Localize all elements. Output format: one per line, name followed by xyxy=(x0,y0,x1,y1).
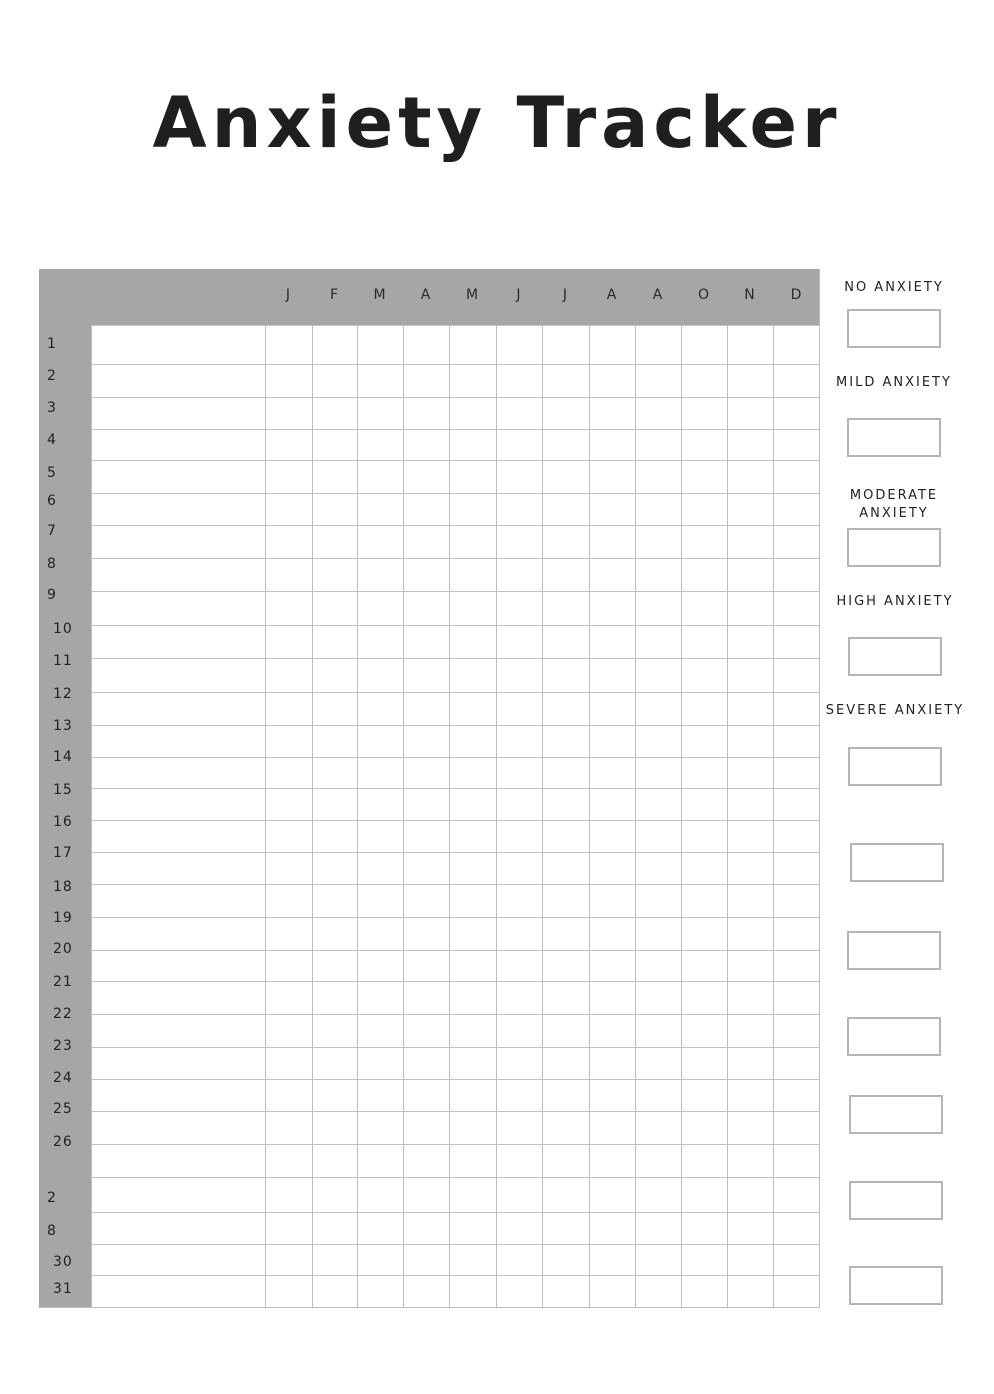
grid-row-line xyxy=(91,1275,820,1276)
tracker-grid xyxy=(39,269,820,1308)
month-header: A xyxy=(606,287,618,303)
day-label: 2 xyxy=(47,368,57,384)
month-header: D xyxy=(790,287,803,303)
grid-row-line xyxy=(91,1144,820,1145)
grid-row-line xyxy=(91,1079,820,1080)
day-label: 31 xyxy=(53,1281,73,1297)
grid-row-line xyxy=(91,917,820,918)
legend-color-box[interactable] xyxy=(848,637,942,676)
month-header: A xyxy=(652,287,664,303)
day-label: 19 xyxy=(53,910,73,926)
month-header: J xyxy=(285,287,292,303)
month-header: M xyxy=(373,287,387,303)
month-header: A xyxy=(420,287,432,303)
day-label: 6 xyxy=(47,493,57,509)
grid-row-line xyxy=(91,625,820,626)
grid-row-line xyxy=(91,429,820,430)
grid-column-line xyxy=(357,325,358,1308)
grid-row-line xyxy=(91,1244,820,1245)
day-label: 22 xyxy=(53,1006,73,1022)
day-label: 2 xyxy=(47,1190,57,1206)
month-header: N xyxy=(744,287,756,303)
page-title: Anxiety Tracker xyxy=(152,82,842,164)
month-header: J xyxy=(562,287,569,303)
grid-column-line xyxy=(542,325,543,1308)
grid-row-line xyxy=(91,525,820,526)
legend-label: MODERATE ANXIETY xyxy=(849,488,939,521)
legend-color-box[interactable] xyxy=(847,528,941,567)
day-label: 3 xyxy=(47,400,57,416)
day-label: 25 xyxy=(53,1101,73,1117)
legend-color-box[interactable] xyxy=(848,747,942,786)
grid-column-line xyxy=(496,325,497,1308)
day-label: 10 xyxy=(53,621,73,637)
month-header: O xyxy=(697,287,711,303)
grid-row-line xyxy=(91,1014,820,1015)
grid-row-line xyxy=(91,397,820,398)
grid-column-line xyxy=(265,325,266,1308)
day-label: 11 xyxy=(53,653,73,669)
day-label: 4 xyxy=(47,432,57,448)
legend-color-box[interactable] xyxy=(849,1095,943,1134)
grid-row-line xyxy=(91,788,820,789)
legend-label: SEVERE ANXIETY xyxy=(825,703,965,718)
grid-row-line xyxy=(91,950,820,951)
day-label: 24 xyxy=(53,1070,73,1086)
month-header: M xyxy=(465,287,480,303)
day-label: 17 xyxy=(53,845,73,861)
legend-color-box[interactable] xyxy=(849,1181,943,1220)
grid-column-line xyxy=(681,325,682,1308)
legend-label: NO ANXIETY xyxy=(844,280,944,295)
legend-color-box[interactable] xyxy=(847,1017,941,1056)
legend-color-box[interactable] xyxy=(847,931,941,970)
grid-row-line xyxy=(91,1047,820,1048)
grid-column-line xyxy=(635,325,636,1308)
day-label: 1 xyxy=(47,336,57,352)
grid-row-line xyxy=(91,325,820,326)
grid-row-line xyxy=(91,852,820,853)
grid-column-line xyxy=(91,325,92,1308)
grid-border-bottom xyxy=(39,1307,820,1308)
day-label: 14 xyxy=(53,749,73,765)
day-label: 23 xyxy=(53,1038,73,1054)
grid-row-line xyxy=(91,558,820,559)
grid-border-right xyxy=(819,269,820,1308)
legend-label: MILD ANXIETY xyxy=(836,375,952,390)
grid-row-line xyxy=(91,364,820,365)
legend-label: HIGH ANXIETY xyxy=(836,594,954,609)
grid-row-line xyxy=(91,1212,820,1213)
grid-column-line xyxy=(589,325,590,1308)
month-header: F xyxy=(329,287,340,303)
day-label: 13 xyxy=(53,718,73,734)
legend-color-box[interactable] xyxy=(849,1266,943,1305)
grid-row-line xyxy=(91,591,820,592)
grid-row-line xyxy=(91,757,820,758)
grid-column-line xyxy=(727,325,728,1308)
day-label: 20 xyxy=(53,941,73,957)
grid-row-line xyxy=(91,1111,820,1112)
grid-column-line xyxy=(449,325,450,1308)
day-label: 16 xyxy=(53,814,73,830)
day-label: 8 xyxy=(47,1223,57,1239)
day-label: 21 xyxy=(53,974,73,990)
grid-column-line xyxy=(403,325,404,1308)
day-label: 8 xyxy=(47,556,57,572)
day-label: 30 xyxy=(53,1254,73,1270)
day-label: 9 xyxy=(47,587,57,603)
day-label: 7 xyxy=(47,523,57,539)
grid-column-line xyxy=(312,325,313,1308)
grid-row-line xyxy=(91,692,820,693)
day-label: 12 xyxy=(53,686,73,702)
day-label: 18 xyxy=(53,879,73,895)
grid-row-line xyxy=(91,460,820,461)
day-label: 15 xyxy=(53,782,73,798)
legend-color-box[interactable] xyxy=(847,418,941,457)
grid-row-line xyxy=(91,884,820,885)
grid-row-line xyxy=(91,658,820,659)
grid-column-line xyxy=(773,325,774,1308)
day-label: 5 xyxy=(47,465,57,481)
grid-row-line xyxy=(91,725,820,726)
month-header: J xyxy=(516,287,522,303)
legend-color-box[interactable] xyxy=(850,843,944,882)
day-label: 26 xyxy=(53,1134,73,1150)
grid-row-line xyxy=(91,981,820,982)
grid-row-line xyxy=(91,493,820,494)
grid-row-line xyxy=(91,820,820,821)
legend-color-box[interactable] xyxy=(847,309,941,348)
grid-row-line xyxy=(91,1177,820,1178)
